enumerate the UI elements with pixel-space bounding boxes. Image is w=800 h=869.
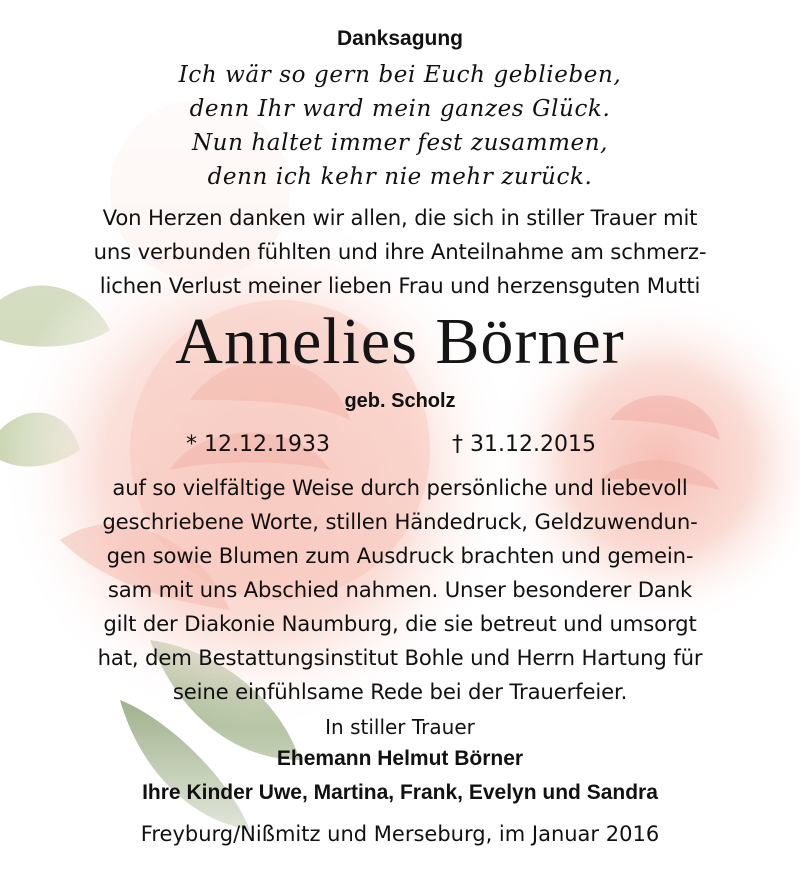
intro-line: Von Herzen danken wir allen, die sich in stiller Trauer mit (102, 205, 698, 230)
thanks-line: auf so vielfältige Weise durch persönliche und liebevoll (112, 475, 688, 500)
deceased-name: Annelies Börner (175, 305, 625, 378)
signoff: In stiller Trauer (325, 715, 475, 739)
birth-name: geb. Scholz (344, 390, 456, 412)
intro-line: uns verbunden fühlten und ihre Anteilnahme am schmerz- (93, 239, 707, 264)
signatory-children: Ihre Kinder Uwe, Martina, Frank, Evelyn und Sandra (142, 781, 658, 804)
poem-line: denn Ihr ward mein ganzes Glück. (189, 96, 611, 122)
signatory-husband: Ehemann Helmut Börner (276, 747, 524, 770)
birth-date: * 12.12.1933 (186, 432, 330, 457)
notice-heading: Danksagung (336, 27, 464, 50)
thanks-line: geschriebene Worte, stillen Händedruck, Geldzuwendun- (102, 509, 698, 534)
thanks-line: sam mit uns Abschied nahmen. Unser besonderer Dank (107, 577, 693, 602)
poem-line: Nun haltet immer fest zusammen, (191, 130, 609, 156)
poem-line: Ich wär so gern bei Euch geblieben, (178, 62, 622, 88)
thanks-line: hat, dem Bestattungsinstitut Bohle und Herrn Hartung für (97, 645, 703, 670)
intro-line: lichen Verlust meiner lieben Frau und herzensguten Mutti (99, 273, 701, 298)
life-dates (0, 428, 800, 462)
place-and-date: Freyburg/Nißmitz und Merseburg, im Januar 2016 (140, 822, 660, 846)
poem-line: denn ich kehr nie mehr zurück. (207, 164, 593, 190)
thanks-line: gilt der Diakonie Naumburg, die sie betreut und umsorgt (103, 611, 697, 636)
thanks-line: seine einfühlsame Rede bei der Trauerfeier. (172, 679, 628, 704)
thanks-line: gen sowie Blumen zum Ausdruck brachten und gemein- (106, 543, 694, 568)
death-date: † 31.12.2015 (452, 432, 596, 457)
